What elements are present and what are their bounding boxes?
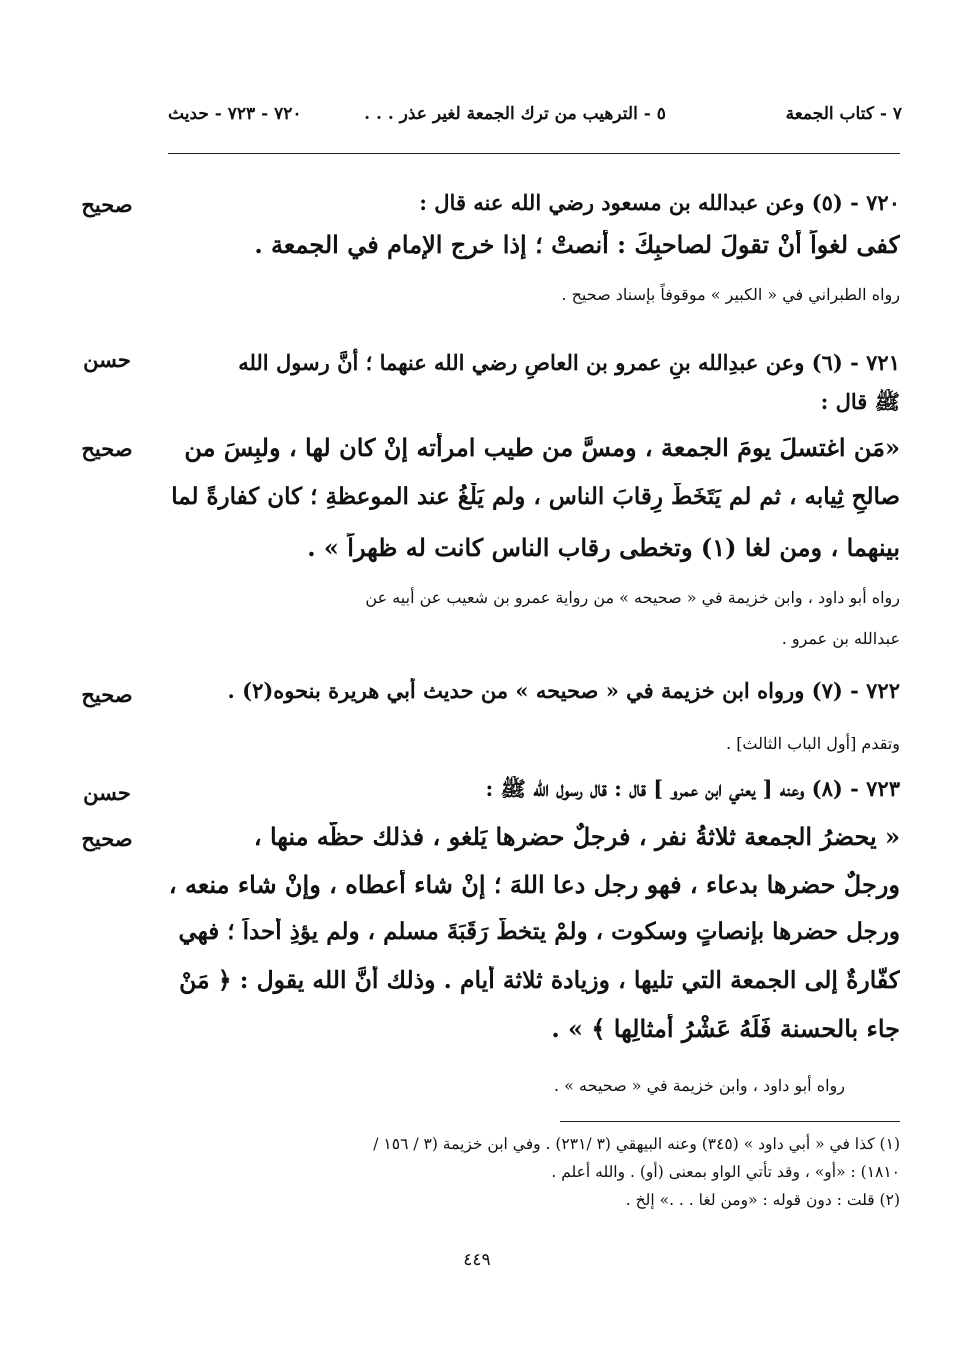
hadith-text: ورجل حضرها بإنصاتٍ وسكوت ، ولمْ يتخطَّ رَقَبَةَ مسلم ، ولم يؤذِ أحداً ؛ فهي	[178, 918, 900, 945]
hadith-intro: ٧٢٣ - (٨) وعنه [ يعني ابن عمرو ] قال : قال رسول الله ﷺ :	[485, 776, 900, 801]
header-section: ٥ - الترهيب من ترك الجمعة لغير عذر . . .	[364, 104, 666, 124]
hadith-intro: ٧٢٠ - (٥) وعن عبدالله بن مسعود رضي الله عنه قال :	[419, 190, 900, 215]
hadith-text: كفّارةٌ إلى الجمعة التي تليها ، وزيادة ثلاثة أيام . وذلك أنَّ الله يقول : ﴿ مَنْ	[179, 966, 900, 994]
hadith-intro: ٧٢١ - (٦) وعن عبدِالله بنِ عمرو بن العاصِ رضي الله عنهما ؛ أنَّ رسول الله	[238, 350, 900, 375]
hadith-721	[168, 343, 900, 659]
hadith-text: صالحِ ثِيابه ، ثم لم يَتَخَطَّ رِقابَ الناس ، ولم يَلْغُ عند الموعظةِ ؛ كان كفارةً لما	[171, 483, 900, 510]
hadith-source: عبدالله بن عمرو .	[781, 629, 900, 648]
hadith-intro-cont: ﷺ قال :	[820, 389, 900, 414]
hadith-720	[168, 190, 900, 310]
grade-label: حسن	[83, 780, 131, 805]
hadith-text: جاء بالحسنة فَلَهُ عَشْرُ أمثالِها ﴾ » .	[551, 1014, 900, 1043]
hadith-source: رواه الطبراني في « الكبير » موقوفاً بإسناد صحيح .	[561, 285, 900, 304]
footnote-1: (١) كذا في « أبي داود » (٣٤٥) وعنه البيهقي (٣ /٢٣١) . وفي ابن خزيمة (٣ / ١٥٦ /	[373, 1135, 900, 1153]
hadith-text: كفى لغواً أنْ تقولَ لصاحبِكَ : أَنصتْ ؛ إذا خرج الإمام في الجمعة .	[254, 230, 900, 259]
hadith-text: ورجلٌ حضرها بدعاء ، فهو رجل دعا اللهَ ؛ إنْ شاء أعطاه ، وإنْ شاء منعه ،	[168, 870, 900, 899]
footnotes	[168, 1130, 900, 1214]
hadith-text: «مَن اغتسلَ يومَ الجمعة ، ومسَّ من طيب امرأته إنْ كان لها ، ولبِسَ من	[184, 433, 900, 462]
page-number: ٤٤٩	[463, 1250, 491, 1270]
footnote-1-cont: ١٨١٠) : «أو» ، وقد تأتي الواو بمعنى (أو) . والله أعلم .	[551, 1163, 900, 1181]
grade-label: صحيح	[81, 436, 133, 461]
hadith-723	[168, 776, 900, 1106]
hadith-722	[168, 678, 900, 764]
header-hadith-range: ٧٢٠ - ٧٢٣ - حديث	[168, 104, 302, 124]
hadith-text: بينهما ، ومن لغا (١) وتخطى رقاب الناس كانت له ظهراً » .	[307, 533, 900, 562]
hadith-source: رواه أبو داود ، وابن خزيمة في « صحيحه » .	[554, 1076, 845, 1095]
grade-label: صحيح	[81, 826, 133, 851]
hadith-source: رواه أبو داود ، وابن خزيمة في « صحيحه » من رواية عمرو بن شعيب عن أبيه عن	[365, 588, 900, 607]
grade-label: حسن	[83, 347, 131, 372]
hadith-intro: ٧٢٢ - (٧) ورواه ابن خزيمة في « صحيحه » من حديث أبي هريرة بنحوه(٢) .	[227, 678, 900, 703]
footnote-2: (٢) قلت : دون قوله : «ومن لغا . . .» إلخ .	[625, 1191, 900, 1209]
grade-label: صحيح	[81, 192, 133, 217]
grade-label: صحيح	[81, 682, 133, 707]
header-rule	[168, 153, 900, 154]
header-chapter: ٧ - كتاب الجمعة	[785, 104, 902, 124]
hadith-source: وتقدم [أول الباب الثالث] .	[726, 734, 900, 753]
footnote-rule	[560, 1121, 900, 1122]
hadith-text: « يحضرُ الجمعة ثلاثةُ نفر ، فرجلٌ حضرها يَلغو ، فذلك حظُّه منها ،	[253, 822, 900, 851]
